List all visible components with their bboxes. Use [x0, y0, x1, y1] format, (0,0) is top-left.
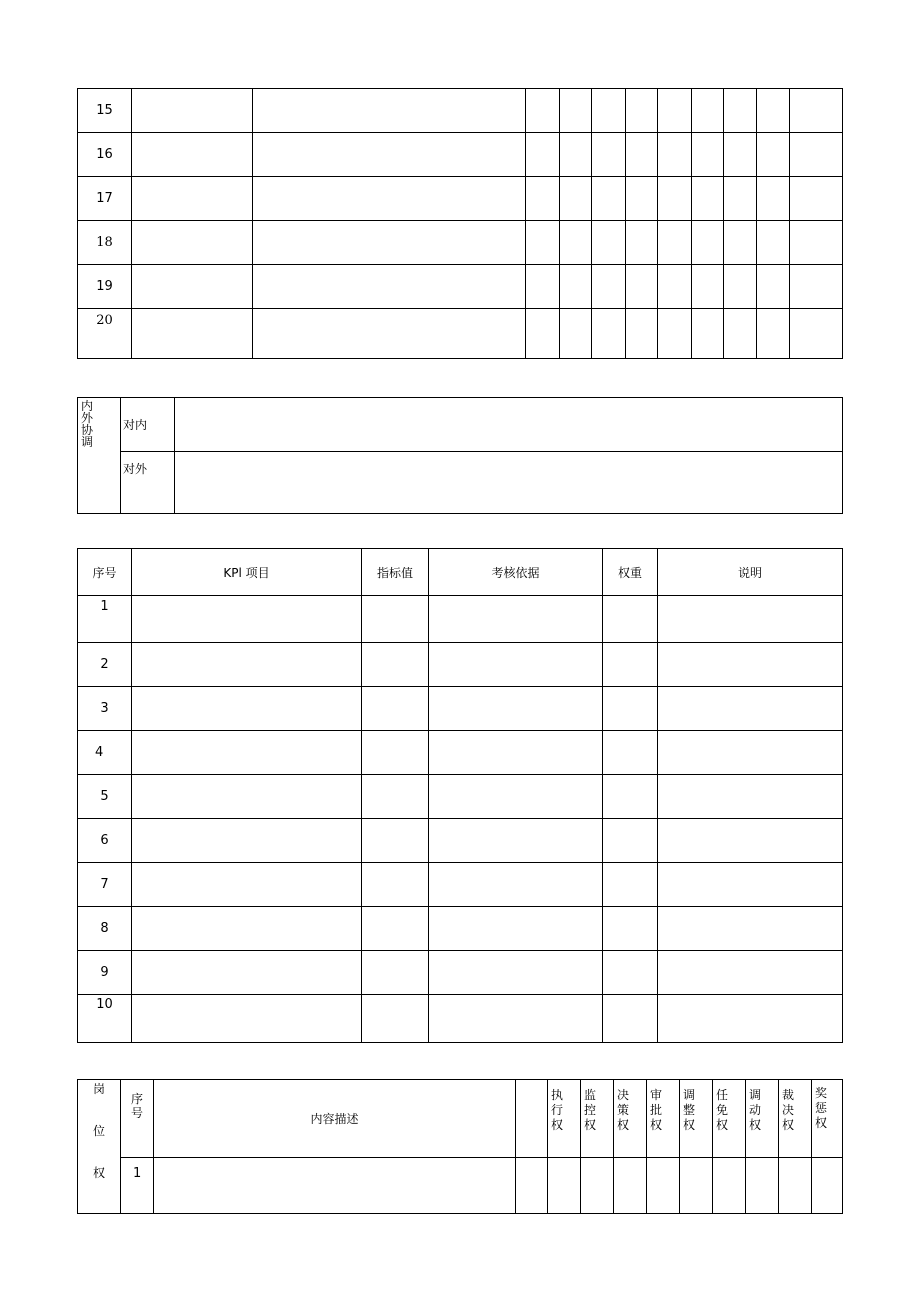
- row-number: 1: [121, 1158, 154, 1214]
- row-number: 18: [78, 221, 132, 265]
- coordination-table: [77, 397, 843, 514]
- table-row: [78, 596, 843, 643]
- kpi-table: [77, 548, 843, 1043]
- table-row: [78, 1158, 843, 1214]
- table-header: [78, 1080, 843, 1158]
- perm-header: 调整权: [680, 1080, 713, 1158]
- target-header: 指标值: [362, 549, 429, 596]
- table-row: [78, 452, 843, 514]
- table-row: [78, 995, 843, 1043]
- row-number: 2: [78, 643, 132, 687]
- perm-header: 决策权: [614, 1080, 647, 1158]
- table-row: [78, 775, 843, 819]
- task-table: [77, 88, 843, 359]
- kpi-header: KPl 项目: [132, 549, 362, 596]
- row-number: 16: [78, 133, 132, 177]
- perm-header: 监控权: [581, 1080, 614, 1158]
- table-row: [78, 863, 843, 907]
- authority-category: 岗 位 权: [78, 1080, 121, 1214]
- authority-table: [77, 1079, 843, 1214]
- description-header: 内容描述: [154, 1080, 516, 1158]
- seq-header: 序号: [78, 549, 132, 596]
- note-header: 说明: [658, 549, 843, 596]
- table-row: [78, 951, 843, 995]
- row-number: 15: [78, 89, 132, 133]
- table-header: [78, 549, 843, 596]
- table-row: [78, 643, 843, 687]
- row-number: 5: [78, 775, 132, 819]
- row-number: 10: [78, 995, 132, 1043]
- row-number: 4: [78, 731, 132, 775]
- row-number: 8: [78, 907, 132, 951]
- weight-header: 权重: [603, 549, 658, 596]
- row-number: 19: [78, 265, 132, 309]
- row-number: 7: [78, 863, 132, 907]
- perm-header: 裁决权: [779, 1080, 812, 1158]
- table-row: [78, 687, 843, 731]
- table-row: [78, 819, 843, 863]
- table-row: [78, 265, 843, 309]
- table-row: [78, 221, 843, 265]
- basis-header: 考核依据: [429, 549, 603, 596]
- row-number: 3: [78, 687, 132, 731]
- row-number: 9: [78, 951, 132, 995]
- table-row: [78, 907, 843, 951]
- table-row: [78, 398, 843, 452]
- table-row: [78, 731, 843, 775]
- row-number: 20: [78, 309, 132, 359]
- perm-header: 调动权: [746, 1080, 779, 1158]
- table-row: [78, 177, 843, 221]
- row-number: 17: [78, 177, 132, 221]
- row-number: 6: [78, 819, 132, 863]
- external-label: 对外: [121, 452, 175, 514]
- perm-header: 奖惩权: [812, 1080, 843, 1158]
- perm-header: 任免权: [713, 1080, 746, 1158]
- table-row: [78, 309, 843, 359]
- coordination-category: 内外协调: [78, 398, 121, 514]
- row-number: 1: [78, 596, 132, 643]
- perm-header: 审批权: [647, 1080, 680, 1158]
- table-row: [78, 133, 843, 177]
- perm-header: 执行权: [548, 1080, 581, 1158]
- internal-label: 对内: [121, 398, 175, 452]
- seq-header: 序号: [121, 1080, 154, 1158]
- table-row: [78, 89, 843, 133]
